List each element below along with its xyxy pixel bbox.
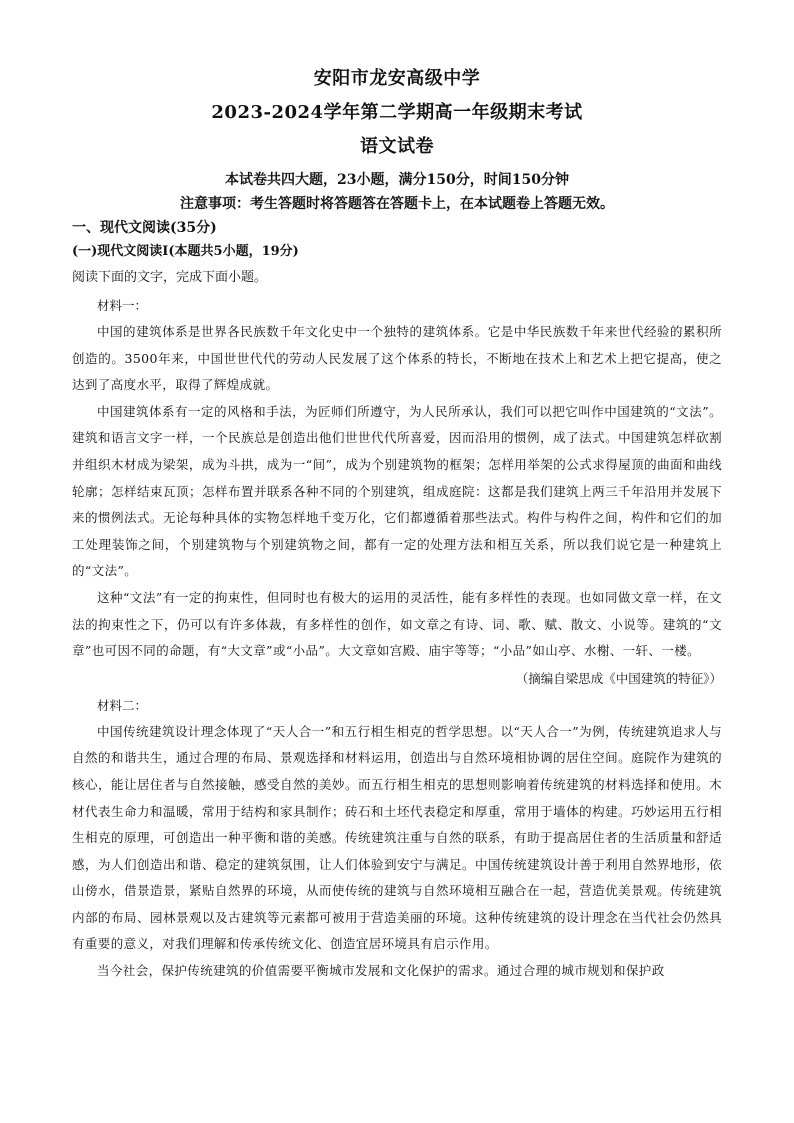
section-heading: 一、现代文阅读(35分) [72, 220, 217, 236]
source-citation: （摘编自梁思成《中国建筑的特征》） [515, 670, 722, 686]
material-paragraph: 这种“文法”有一定的拘束性，但同时也有极大的运用的灵活性，能有多样性的表现。也如同做文章一样，在文法的拘束性之下，仍可以有许多体裁，有多样性的创作，如文章之有诗、词、歌、赋、散文、小说等。建筑的“文章”也可因不同的命题，有“大文章”或“小品”。大文章如宫殿、庙宇等等；“小品”如山亭、水榭、一轩、一楼。 [72, 589, 722, 659]
material-paragraph: 当今社会，保护传统建筑的价值需要平衡城市发展和文化保护的需求。通过合理的城市规划和保护政 [97, 963, 665, 979]
material-paragraph: 中国的建筑体系是世界各民族数千年文化史中一个独特的建筑体系。它是中华民族数千年来世代经验的累积所创造的。3500年来，中国世世代代的劳动人民发展了这个体系的特长，不断地在技术上和艺术上把它提高，使之达到了高度水平，取得了辉煌成就。 [72, 324, 722, 393]
school-title: 安阳市龙安高级中学 [313, 68, 481, 89]
material-label: 材料一： [97, 298, 148, 313]
material-paragraph: 中国建筑体系有一定的风格和手法，为匠师们所遵守，为人民所承认，我们可以把它叫作中国建筑的“文法”。建筑和语言文字一样，一个民族总是创造出他们世世代代所喜爱，因而沿用的惯例，成了法式。中国建筑怎样砍割并组织木材成为梁架，成为斗拱，成为一“间”，成为个别建筑物的框架；怎样用举架的公式求得屋顶的曲面和曲线轮廓；怎样结束瓦顶；怎样布置并联系各种不同的个别建筑，组成庭院：这都是我们建筑上两三千年沿用并发展下来的惯例法式。无论每种具体的实物怎样地千变万化，它们都遵循着那些法式。构件与构件之间，构件和它们的加工处理装饰之间，个别建筑物与个别建筑物之间，都有一定的处理方法和相互关系，所以我们说它是一种建筑上的“文法”。 [72, 403, 722, 579]
exam-summary: 本试卷共四大题，23小题，满分150分，时间150分钟 [225, 172, 569, 188]
subject-title: 语文试卷 [360, 136, 434, 157]
exam-notice: 注意事项：考生答题时将答题答在答题卡上，在本试题卷上答题无效。 [180, 196, 614, 212]
subsection-heading: (一)现代文阅读Ⅰ(本题共5小题，19分) [72, 244, 299, 259]
exam-page [72, 62, 722, 985]
material-paragraph: 中国传统建筑设计理念体现了“天人合一”和五行相生相克的哲学思想。以“天人合一”为例，传统建筑追求人与自然的和谐共生，通过合理的布局、景观选择和材料运用，创造出与自然环境相协调的居住空间。庭院作为建筑的核心，能让居住者与自然接触，感受自然的美妙。而五行相生相克的思想则影响着传统建筑的材料选择和使用。木材代表生命力和温暖，常用于结构和家具制作；砖石和土坯代表稳定和厚重，常用于墙体的构建。巧妙运用五行相生相克的原理，可创造出一种平衡和谐的美感。传统建筑注重与自然的联系，有助于提高居住者的生活质量和舒适感，为人们创造出和谐、稳定的建筑氛围，让人们体验到安宁与满足。中国传统建筑设计善于利用自然界地形，依山傍水，借景造景，紧贴自然界的环境，从而使传统的建筑与自然环境相互融合在一起，营造优美景观。传统建筑内部的布局、园林景观以及古建筑等元素都可被用于营造美丽的环境。这种传统建筑的设计理念在当代社会仍然具有重要的意义，对我们理解和传承传统文化、创造宜居环境具有启示作用。 [72, 723, 722, 952]
reading-instruction: 阅读下面的文字，完成下面小题。 [72, 270, 268, 285]
exam-title: 2023-2024学年第二学期高一年级期末考试 [211, 102, 583, 123]
material-label: 材料二： [97, 697, 148, 713]
